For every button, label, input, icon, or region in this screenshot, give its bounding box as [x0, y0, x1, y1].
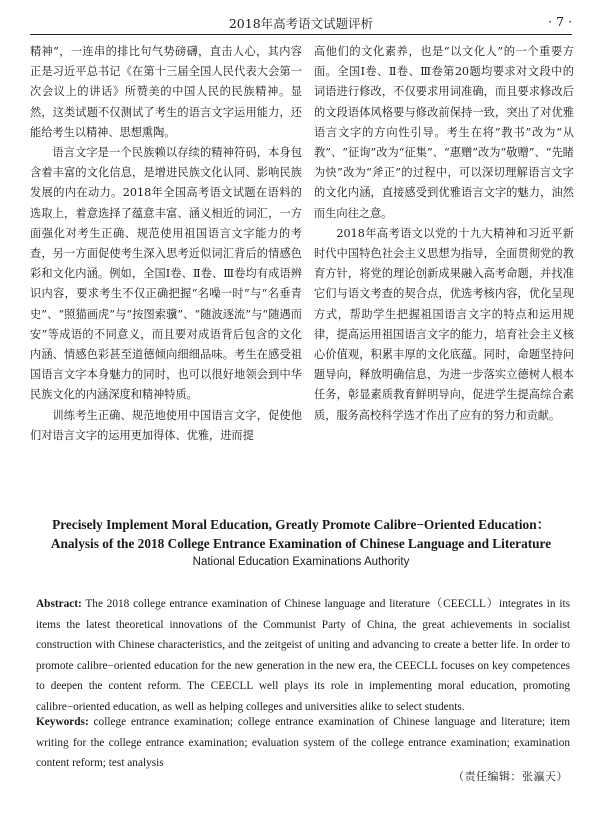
left-paragraph-1: 精神”，一连串的排比句气势磅礴，直击人心，其内容正是习近平总书记《在第十三届全国人民代表大会第一次会议上的讲话》所赞美的中国人民的民族精神。显然，这类试题不仅测试了考生的语言文字运用能力，还能给考生以精神、思想熏陶。 [30, 45, 302, 139]
left-paragraph-3: 训练考生正确、规范地使用中国语言文字，促使他们对语言文字的运用更加得体、优雅，进而提 [30, 408, 302, 442]
page-number: · 7 · [548, 14, 572, 29]
english-title-line-1: Precisely Implement Moral Education, Greatly Promote Calibre−Oriented Education： [52, 517, 550, 532]
english-author: National Education Examinations Authority [192, 556, 410, 568]
editor-note: （责任编辑：张瀛天） [453, 770, 568, 783]
running-header [30, 12, 572, 35]
left-text-column [30, 42, 302, 446]
english-abstract [36, 594, 570, 718]
english-title-line-2: Analysis of the 2018 College Entrance Examination of Chinese Language and Literature [50, 536, 552, 551]
journal-header-title: 2018年高考语文试题评析 [228, 16, 374, 31]
left-paragraph-2: 语言文字是一个民族赖以存续的精神符码，本身包含着丰富的文化信息，是增进民族文化认同、影响民族发展的内在动力。2018年全国高考语文试题在语料的选取上，着意选择了蕴意丰富、涵义相近的词汇，一方面强化对考生正确、规范使用祖国语言文字能力的考查，另一方面促使考生深入思考近似词汇背后的情感色彩和文化内涵。例如，全国Ⅰ卷、Ⅱ卷、Ⅲ卷均有成语辨识内容，要求考生不仅正确把握“名噪一时”与“名垂青史”、“照猫画虎”与“按图索骥”、“随波逐流”与“随遇而安”等成语的不同意义，而且要对成语背后包含的文化内涵、情感色彩甚至道德倾向细细品味。考生在感受祖国语言文字本身魅力的同时，也可以很好地领会到中华民族文化的内涵深度和精神特质。 [30, 146, 302, 402]
right-paragraph-1: 高他们的文化素养，也是“以文化人”的一个重要方面。全国Ⅰ卷、Ⅱ卷、Ⅲ卷第20题均要求对文段中的词语进行修改，不仅要求用词准确，而且要求修改后的文段语体风格要与修改前保持一致，突出了对优雅语言文字的方向性引导。考生在将“教书”改为“从教”、“征询”改为“征集”、“惠赠”改为“敬赠”、“先睹为快”改为“斧正”的过程中，可以深切理解语言文字的文化内涵，直接感受到优雅语言文字的魅力，油然而生向往之意。 [314, 45, 574, 220]
abstract-label: Abstract: [36, 598, 82, 610]
right-text-column [314, 42, 574, 426]
abstract-text: The 2018 college entrance examination of Chinese language and literature（CEECLL）integrates in its items the latest theoretical innovations of the Communist Party of China, the great achievements in socialist construction with Chinese characteristics, and the zeitgeist of uniting and advancing to create a better life. In order to promote calibre−oriented education for the new generation in the new era, the CEECLL focuses on key competences to deepen the content reform. The CEECLL well plays its role in implementing moral education, promoting calibre−oriented education, as well as helping colleges and universities alike to select students. [36, 598, 570, 713]
keywords-text: college entrance examination; college entrance examination of Chinese language and literature; item writing for the college entrance examination; evaluation system of the college entrance examination; examination content reform; test analysis [36, 716, 570, 770]
right-paragraph-2: 2018年高考语文以党的十九大精神和习近平新时代中国特色社会主义思想为指导，全面贯彻党的教育方针，将党的理论创新成果融入高考命题，并找准它们与语文考查的契合点，优选考核内容，优化呈现方式，帮助学生把握祖国语言文字的特点和运用规律，提高运用祖国语言文字的能力，培育社会主义核心价值观，积累丰厚的文化底蕴。同时，命题坚持问题导向，释放明确信息，为进一步落实立德树人根本任务，彰显素质教育鲜明导向，促进学生提高综合素质，服务高校科学选才作出了应有的努力和贡献。 [314, 226, 574, 422]
english-keywords [36, 712, 570, 774]
keywords-label: Keywords: [36, 716, 89, 728]
